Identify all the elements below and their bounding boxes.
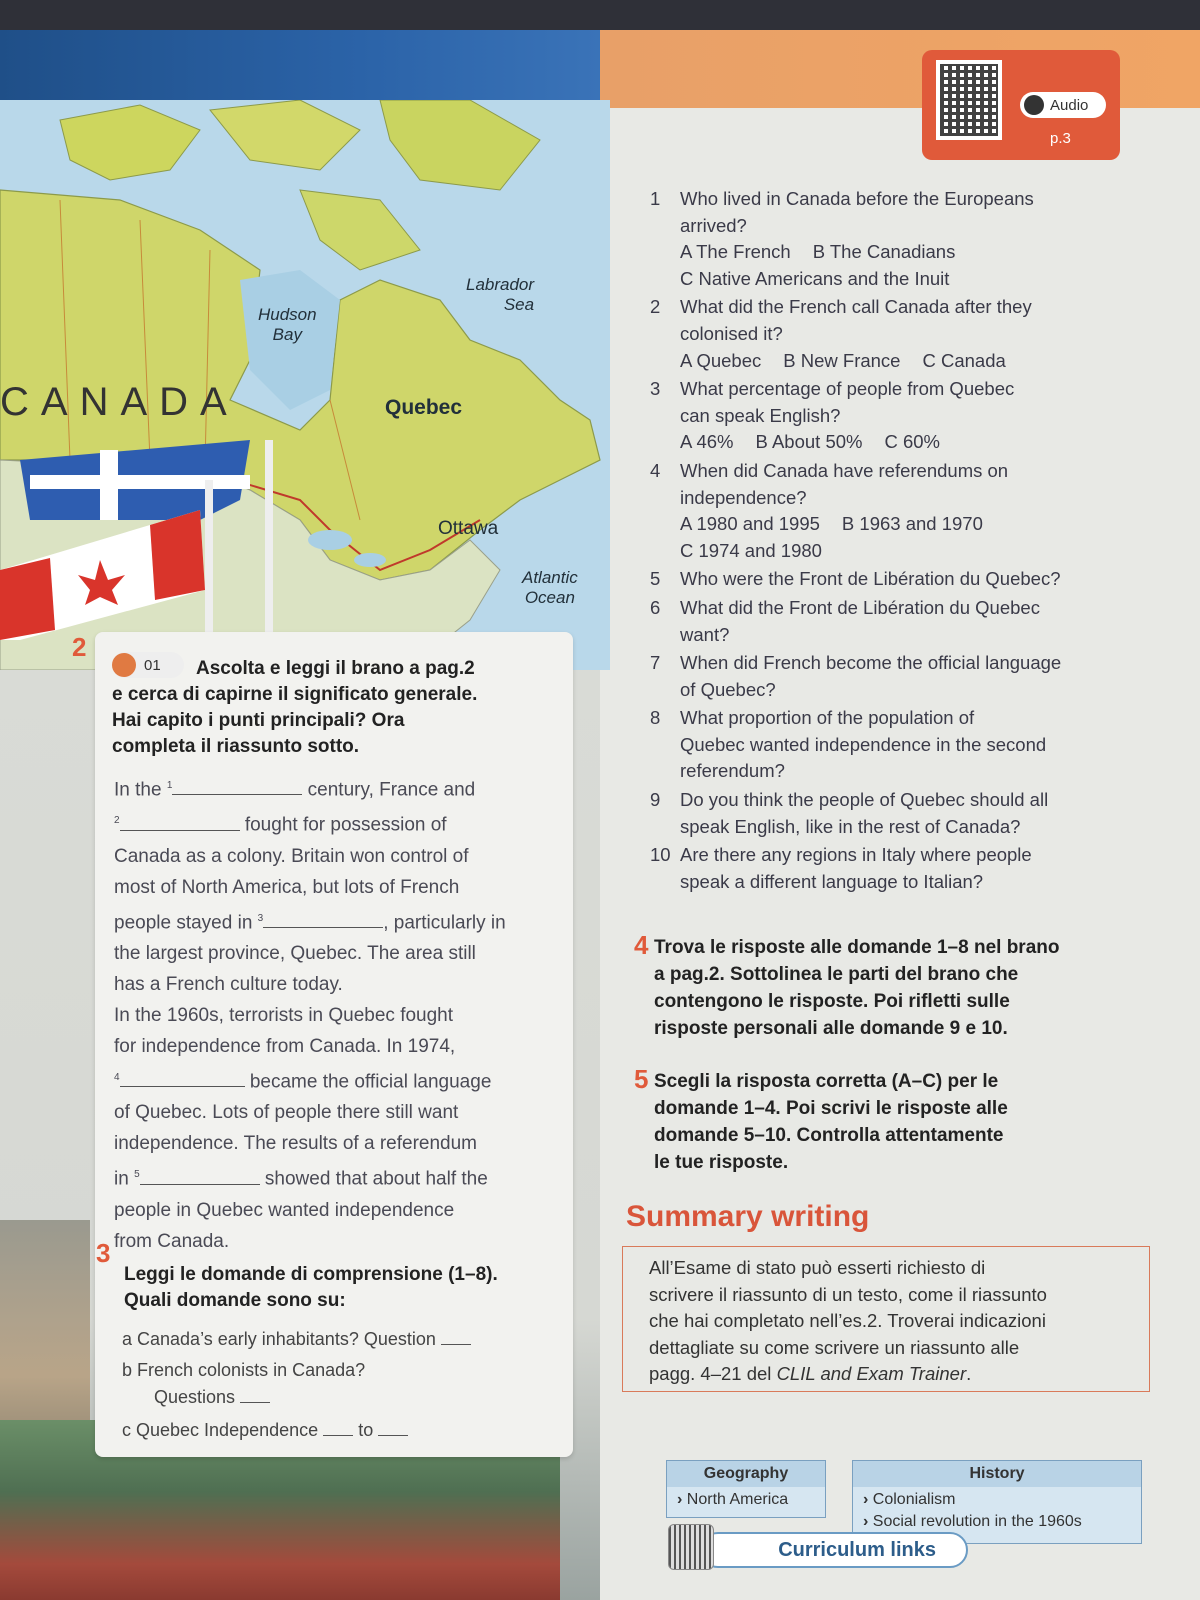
answer-option[interactable]: C 1974 and 1980 <box>680 539 822 561</box>
question-text: What proportion of the population of <box>680 707 975 729</box>
answer-option[interactable]: B 1963 and 1970 <box>841 513 983 535</box>
headphones-icon <box>112 653 136 677</box>
summary-text-line: became the official language <box>244 1071 492 1093</box>
summary-text-line: In the 1960s, terrorists in Quebec fought <box>114 1004 454 1026</box>
curriculum-links-title: Curriculum links <box>700 1532 968 1568</box>
exercise-3-items <box>122 1326 552 1448</box>
exercise-3-instruction-2: Quali domande sono su: <box>124 1290 346 1311</box>
audio-track-badge[interactable] <box>112 652 184 678</box>
canada-map <box>0 100 610 670</box>
exercise-3-item-a: a Canada’s early inhabitants? Question <box>122 1329 436 1349</box>
summary-text-line: In the <box>114 779 167 801</box>
summary-writing-line: All’Esame di stato può esserti richiesto di <box>649 1257 986 1278</box>
exercise-3-instruction-1: Leggi le domande di comprensione (1–8). <box>124 1264 498 1285</box>
question-text: can speak English? <box>680 404 841 426</box>
map-label-quebec: Quebec <box>385 396 463 419</box>
summary-writing-title: Summary writing <box>626 1200 870 1233</box>
gap-2[interactable] <box>120 811 240 831</box>
summary-text-line: for independence from Canada. In 1974, <box>114 1035 456 1057</box>
summary-text-line: century, France and <box>302 779 476 801</box>
exercise-4-line: risposte personali alle domande 9 e 10. <box>654 1018 1008 1039</box>
question-text: What did the Front de Libération du Quebec <box>680 596 1040 618</box>
question-text: speak English, like in the rest of Canada? <box>680 815 1021 837</box>
summary-text-line: the largest province, Quebec. The area still <box>114 942 476 964</box>
question-3 <box>650 376 1170 456</box>
exercise-2-instruction-2: e cerca di capirne il significato generale. <box>112 684 478 705</box>
question-text: Who lived in Canada before the Europeans <box>680 188 1034 209</box>
question-1 <box>650 186 1170 292</box>
history-item[interactable]: › Colonialism <box>853 1487 1141 1513</box>
question-number: 7 <box>650 652 661 674</box>
question-text: arrived? <box>680 214 747 236</box>
history-item[interactable]: › Social revolution in the 1960s <box>853 1513 1141 1535</box>
answer-option[interactable]: C Native Americans and the Inuit <box>680 267 950 289</box>
question-text: Do you think the people of Quebec should all <box>680 789 1049 811</box>
summary-text-line: , particularly in <box>383 911 506 933</box>
exercise-3-item-b: b French colonists in Canada? <box>122 1360 366 1380</box>
answer-option[interactable]: C Canada <box>922 349 1006 371</box>
question-number: 6 <box>650 596 661 618</box>
qr-code[interactable] <box>936 60 1002 140</box>
question-6 <box>650 595 1170 648</box>
exercise-4-line: a pag.2. Sottolinea le parti del brano che <box>654 964 1019 985</box>
exercise-5-line: le tue risposte. <box>654 1152 789 1173</box>
summary-writing-box <box>622 1246 1150 1392</box>
exercise-2-instruction-1: Ascolta e leggi il brano a pag.2 <box>196 658 475 679</box>
answer-gap-b[interactable] <box>240 1387 270 1403</box>
summary-text-line: people stayed in <box>114 911 258 933</box>
question-number: 9 <box>650 789 661 811</box>
summary-writing-line: dettagliate su come scrivere un riassunto alle <box>649 1336 1020 1358</box>
map-label-atlantic: Atlantic Ocean <box>522 568 578 607</box>
question-number: 4 <box>650 459 661 481</box>
question-2 <box>650 294 1170 374</box>
exercise-5 <box>620 1064 1140 1176</box>
question-text: independence? <box>680 486 807 508</box>
exercise-3-item-b-label: Questions <box>154 1387 236 1407</box>
answer-option[interactable]: B New France <box>783 349 901 371</box>
exercise-5-line: Scegli la risposta corretta (A–C) per le <box>654 1071 999 1092</box>
answer-gap-c2[interactable] <box>378 1420 408 1436</box>
exercise-4-line: contengono le risposte. Poi rifletti sulle <box>654 991 1010 1012</box>
audio-label: Audio <box>1050 96 1089 114</box>
exercise-4-number: 4 <box>634 930 649 960</box>
answer-gap-a[interactable] <box>441 1329 471 1345</box>
summary-writing-line: scrivere il riassunto di un testo, come il riassunto <box>649 1283 1047 1305</box>
question-text: Quebec wanted independence in the second <box>680 733 1047 755</box>
summary-writing-line: che hai completato nell’es.2. Troverai indicazioni <box>649 1310 1046 1331</box>
exercise-3-item-c-to: to <box>358 1420 374 1440</box>
summary-writing-line: . <box>966 1363 972 1384</box>
audio-button[interactable] <box>1020 92 1106 118</box>
summary-text-line: has a French culture today. <box>114 973 343 995</box>
question-number: 2 <box>650 296 661 318</box>
question-4 <box>650 458 1170 564</box>
question-text: When did Canada have referendums on <box>680 459 1009 481</box>
question-8 <box>650 705 1170 785</box>
notebook-icon <box>668 1524 714 1570</box>
gap-3[interactable] <box>263 908 383 928</box>
question-5 <box>650 566 1170 593</box>
question-10 <box>650 842 1170 895</box>
exercise-4-text <box>654 934 1140 1042</box>
summary-text: In the $^1$ century, France and $^2$ fought for possession of Canada as a colony. Britain won control of most of North America, but lots of French people stayed in $^3$ , particularly in the largest province, Quebec. The area still has a French culture today. In the 1960s, terrorists in Quebec fought for independence from Canada. In 1974, $^4$ became the official language of Quebec. Lots of people there still want independence. The results of a referendum in $^5$ showed that about half the people in Quebec wanted independence from Canada. <box>114 770 554 1257</box>
map-label-canada: CANADA <box>0 380 239 424</box>
curriculum-geography <box>666 1460 826 1518</box>
exercise-3-number: 3 <box>96 1238 111 1268</box>
answer-option[interactable]: B About 50% <box>755 431 863 453</box>
question-number: 3 <box>650 378 661 400</box>
geography-heading: Geography <box>667 1461 825 1487</box>
question-text: Who were the Front de Libération du Quebec? <box>680 568 1061 590</box>
summary-writing-line: pagg. 4–21 del <box>649 1363 777 1384</box>
exercise-5-line: domande 5–10. Controlla attentamente <box>654 1125 1004 1146</box>
summary-text-line: of Quebec. Lots of people there still want <box>114 1102 459 1124</box>
question-text: What percentage of people from Quebec <box>680 378 1015 400</box>
summary-text-line: fought for possession of <box>239 814 447 836</box>
summary-text-line: people in Quebec wanted independence <box>114 1199 455 1221</box>
summary-text-line: showed that about half the <box>259 1168 488 1190</box>
map-label-hudson: Hudson Bay <box>258 305 317 344</box>
question-text: want? <box>680 623 730 645</box>
book-title: CLIL and Exam Trainer <box>776 1363 967 1384</box>
exercise-5-number: 5 <box>634 1064 649 1094</box>
answer-option[interactable]: A The French <box>680 241 791 263</box>
history-heading: History <box>853 1461 1141 1487</box>
map-label-ottawa: Ottawa <box>438 518 499 539</box>
answer-option[interactable]: A 1980 and 1995 <box>680 513 820 535</box>
question-7 <box>650 650 1170 703</box>
summary-text-line: most of North America, but lots of French <box>114 876 460 898</box>
question-text: referendum? <box>680 760 785 782</box>
audio-badge[interactable] <box>922 50 1120 160</box>
question-number: 1 <box>650 188 661 209</box>
answer-option[interactable]: A 46% <box>680 431 734 453</box>
answer-option[interactable]: A Quebec <box>680 349 762 371</box>
question-text: of Quebec? <box>680 678 776 700</box>
gap-5[interactable] <box>140 1165 260 1185</box>
question-text: What did the French call Canada after they <box>680 296 1032 318</box>
answer-option[interactable]: B The Canadians <box>812 241 956 263</box>
answer-option[interactable]: C 60% <box>884 431 941 453</box>
audio-icon <box>1024 95 1044 115</box>
answer-gap-c1[interactable] <box>323 1420 353 1436</box>
exercise-4 <box>620 930 1140 1042</box>
summary-text-line: Canada as a colony. Britain won control of <box>114 845 469 867</box>
question-number: 5 <box>650 568 661 590</box>
question-number: 8 <box>650 707 661 729</box>
exercise-2-instruction-4: completa il riassunto sotto. <box>112 736 360 757</box>
question-number: 10 <box>650 844 671 866</box>
track-number: 01 <box>144 656 161 674</box>
summary-text-line: from Canada. <box>114 1230 230 1252</box>
question-text: speak a different language to Italian? <box>680 870 984 892</box>
summary-text-line: in <box>114 1168 135 1190</box>
exercise-2-instruction-3: Hai capito i punti principali? Ora <box>112 710 405 731</box>
map-label-labrador: Labrador Sea <box>466 275 535 314</box>
summary-text-line: independence. The results of a referendum <box>114 1133 477 1155</box>
gap-4[interactable] <box>120 1067 245 1087</box>
question-text: colonised it? <box>680 322 783 344</box>
question-9 <box>650 787 1170 840</box>
exercise-5-line: domande 1–4. Poi scrivi le risposte alle <box>654 1098 1008 1119</box>
comprehension-questions <box>650 186 1170 897</box>
exercise-2-number: 2 <box>72 632 87 662</box>
audio-page-ref: p.3 <box>1050 130 1071 147</box>
gap-1[interactable] <box>172 775 302 795</box>
exercise-4-line: Trova le risposte alle domande 1–8 nel brano <box>654 937 1060 958</box>
question-text: Are there any regions in Italy where people <box>680 844 1032 866</box>
question-text: When did French become the official language <box>680 652 1062 674</box>
geography-item[interactable]: › North America <box>667 1487 825 1513</box>
exercise-5-text <box>654 1068 1140 1176</box>
exercise-3-item-c: c Quebec Independence <box>122 1420 319 1440</box>
